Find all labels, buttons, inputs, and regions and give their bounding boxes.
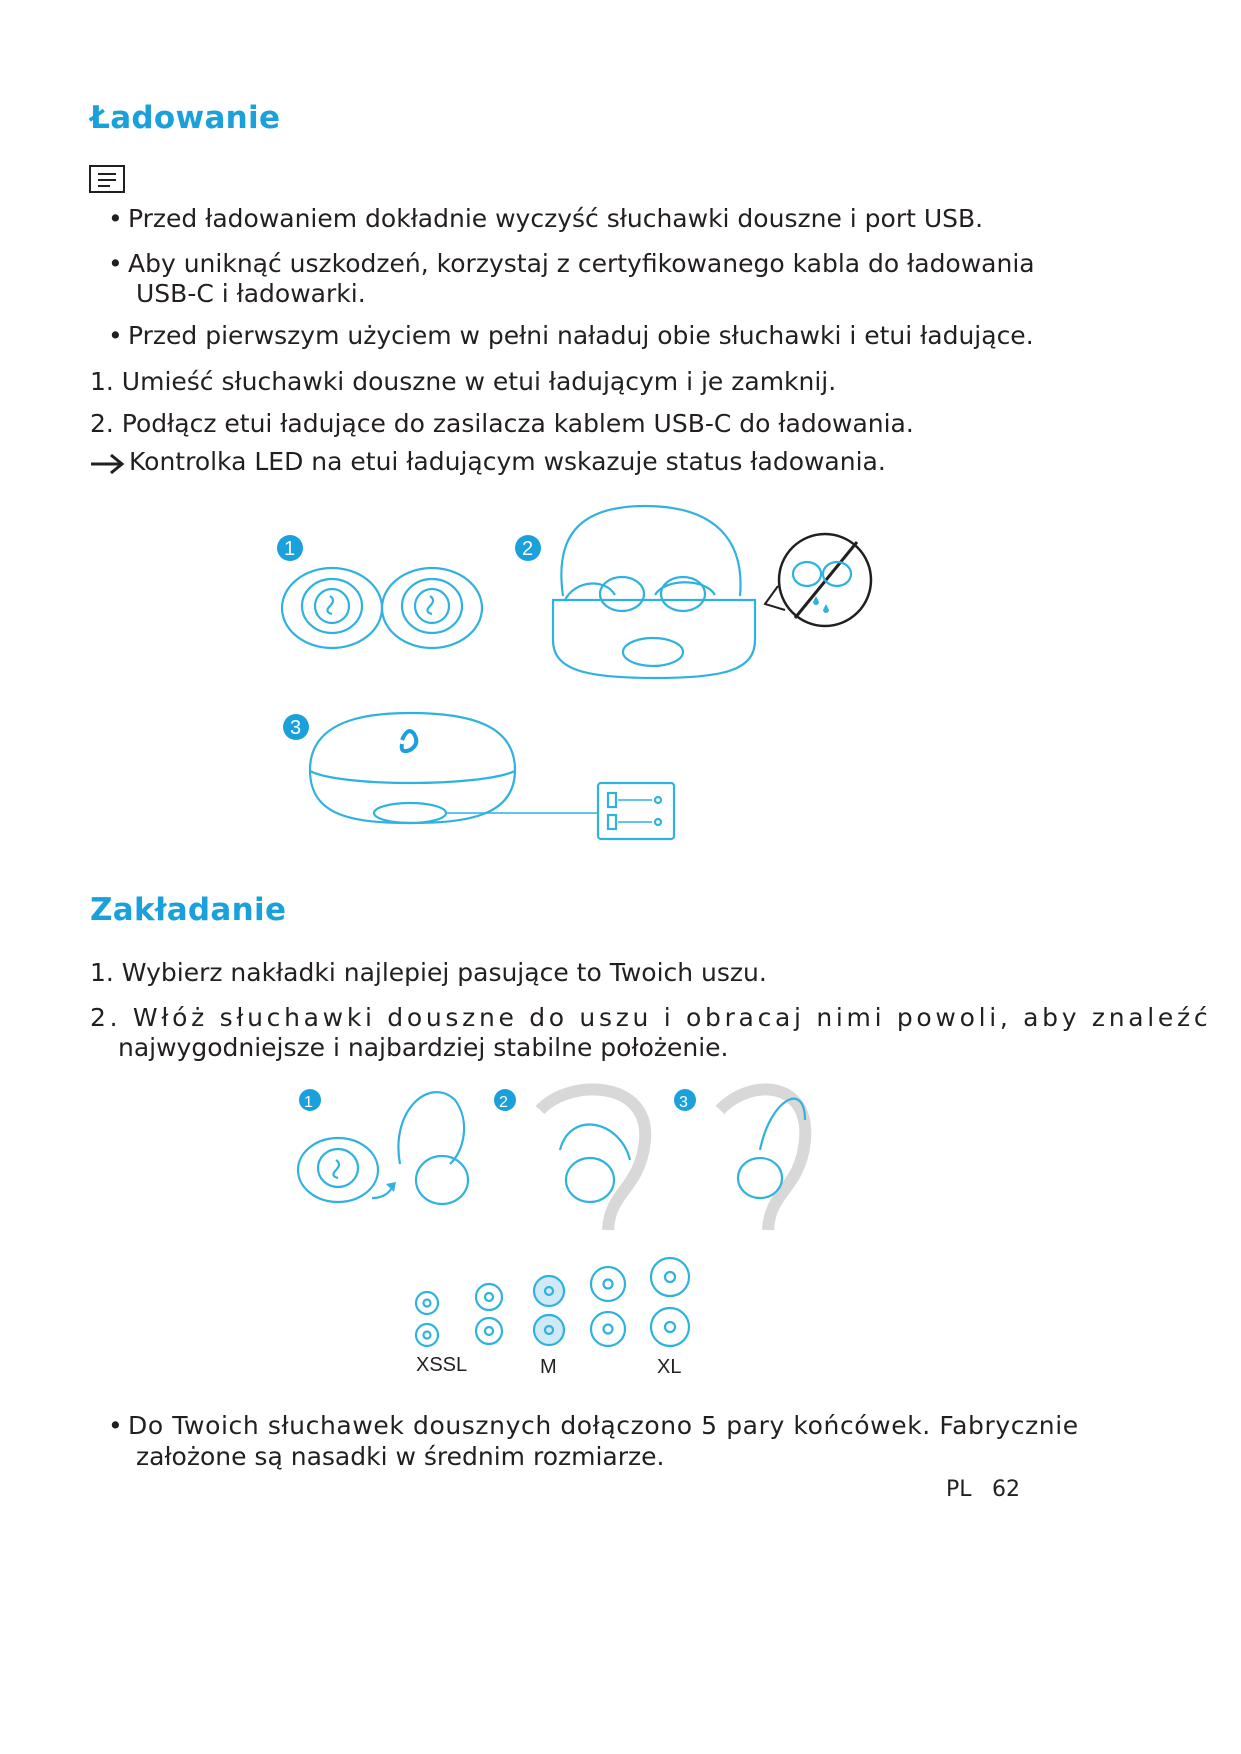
figure-open-case-illustration: [515, 500, 865, 685]
figure-closed-case-illustration: [280, 705, 700, 855]
bullet-first-use: • Przed pierwszym użyciem w pełni naładuj obie słuchawki i etui ładujące.: [128, 319, 1034, 352]
svg-text:3: 3: [679, 1094, 688, 1111]
section-title-wearing: Zakładanie: [90, 892, 287, 928]
page-number: 62: [992, 1477, 1020, 1502]
charging-step-1: 1. Umieść słuchawki douszne w etui ładującym i je zamknij.: [90, 367, 837, 396]
bullet-ear-tips-included-cont: założone są nasadki w średnim rozmiarze.: [136, 1442, 665, 1471]
svg-text:1: 1: [284, 538, 296, 560]
charging-result: Kontrolka LED na etui ładującym wskazuje status ładowania.: [129, 447, 886, 476]
figure-wearing-illustration: [290, 1080, 820, 1240]
svg-text:2: 2: [499, 1094, 508, 1111]
tip-size-label-xssl: XSSL: [416, 1354, 468, 1376]
footer-language: PL: [946, 1477, 972, 1502]
bullet-certified-cable-cont: USB-C i ładowarki.: [136, 279, 366, 308]
note-icon: [89, 165, 125, 193]
bullet-clean-port: • Przed ładowaniem dokładnie wyczyść słuchawki douszne i port USB.: [128, 202, 983, 235]
svg-text:3: 3: [290, 717, 302, 739]
wearing-step-2: 2. Włóż słuchawki douszne do uszu i obracaj nimi powoli, aby znaleźć: [90, 1003, 1212, 1032]
figure-earbuds-illustration: [270, 530, 500, 670]
charging-step-2: 2. Podłącz etui ładujące do zasilacza kablem USB-C do ładowania.: [90, 409, 914, 438]
svg-text:2: 2: [522, 538, 534, 560]
arrow-right-icon: [90, 452, 124, 474]
wearing-step-1: 1. Wybierz nakładki najlepiej pasujące to Twoich uszu.: [90, 958, 767, 987]
tip-size-label-m: M: [540, 1356, 557, 1378]
bullet-ear-tips-included: • Do Twoich słuchawek dousznych dołączono 5 pary końcówek. Fabrycznie: [128, 1409, 1079, 1442]
tip-size-label-xl: XL: [657, 1356, 682, 1378]
wearing-step-2-cont: najwygodniejsze i najbardziej stabilne położenie.: [118, 1033, 729, 1062]
bullet-certified-cable: • Aby uniknąć uszkodzeń, korzystaj z certyfikowanego kabla do ładowania: [128, 247, 1035, 280]
section-title-charging: Ładowanie: [90, 100, 281, 136]
ear-tip-sizes-illustration: [405, 1255, 695, 1355]
svg-text:1: 1: [304, 1094, 313, 1111]
